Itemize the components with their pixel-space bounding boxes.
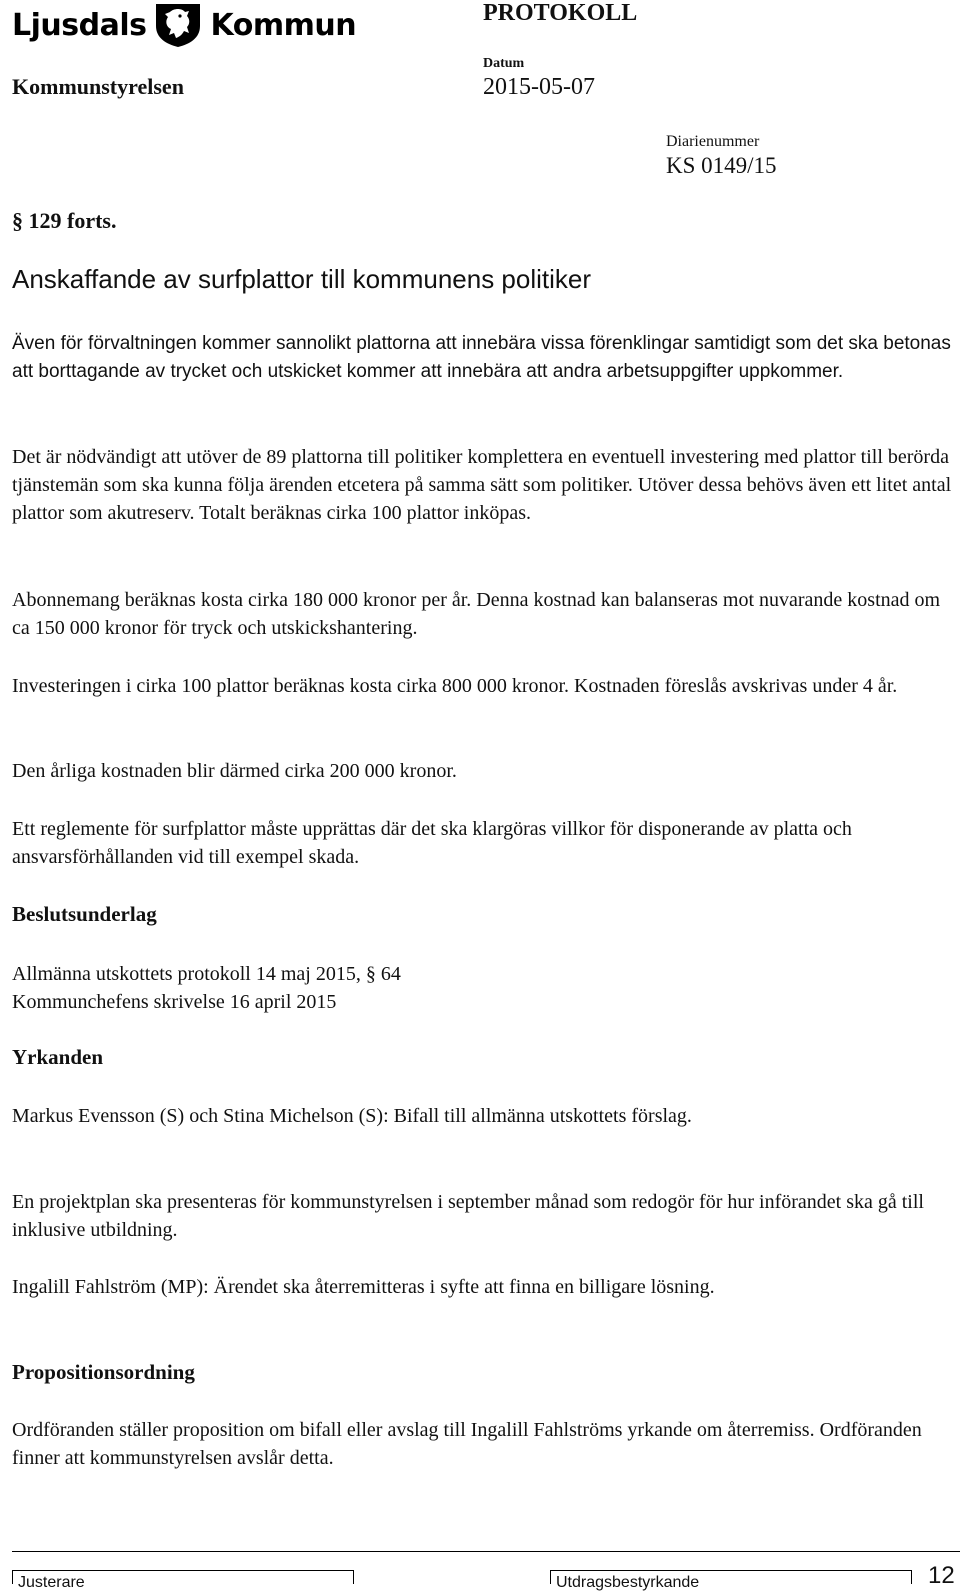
- committee-name: Kommunstyrelsen: [12, 74, 184, 99]
- beslutsunderlag-line-1: Allmänna utskottets protokoll 14 maj 2015, § 64: [12, 963, 401, 985]
- paragraph-number: § 129 forts.: [12, 208, 117, 233]
- utdragsbestyrkande-label: Utdragsbestyrkande: [556, 1574, 700, 1591]
- document-type: PROTOKOLL: [483, 0, 638, 26]
- yrkande-paragraph-1: Markus Evensson (S) och Stina Michelson (S): Bifall till allmänna utskottets förslag.: [12, 1105, 692, 1127]
- body-paragraph-6: Ett reglemente för surfplattor måste upprättas där det ska klargöras villkor för disponerande av platta och ansvarsförhållanden vid till exempel skada.: [12, 818, 852, 868]
- coat-of-arms-icon: [152, 2, 204, 48]
- logo-text-left: Ljusdals: [12, 7, 147, 43]
- body-paragraph-4: Investeringen i cirka 100 plattor beräknas kosta cirka 800 000 kronor. Kostnaden föreslås avskrivas under 4 år.: [12, 675, 898, 697]
- body-paragraph-2: Det är nödvändigt att utöver de 89 plattorna till politiker komplettera en eventuell investering med plattor till berörda tjänstemän som ska kunna följa ärenden etcetera på samma sätt som politiker. Utöver dessa behövs även ett litet antal plattor som akutreserv. Totalt beräknas cirka 100 plattor inköpas.: [12, 446, 952, 524]
- date-value: 2015-05-07: [483, 74, 595, 100]
- body-paragraph-1: Även för förvaltningen kommer sannolikt plattorna att innebära vissa förenklingar samtidigt som det ska betonas att borttagande av trycket och utskicket kommer att innebära att andra arbetsuppgifter uppkommer.: [12, 333, 951, 382]
- yrkande-paragraph-3: Ingalill Fahlström (MP): Ärendet ska återremitteras i syfte att finna en billigare lösning.: [12, 1276, 715, 1298]
- page-title: Anskaffande av surfplattor till kommunens politiker: [12, 264, 592, 294]
- logo-text-right: Kommun: [210, 7, 357, 43]
- propositionsordning-heading: Propositionsordning: [12, 1360, 195, 1384]
- date-label: Datum: [483, 56, 525, 71]
- diarie-label: Diarienummer: [666, 133, 760, 150]
- page-number: 12: [928, 1562, 955, 1589]
- beslutsunderlag-heading: Beslutsunderlag: [12, 902, 157, 926]
- yrkanden-heading: Yrkanden: [12, 1045, 104, 1069]
- diarie-value: KS 0149/15: [666, 153, 777, 178]
- body-paragraph-5: Den årliga kostnaden blir därmed cirka 200 000 kronor.: [12, 760, 457, 782]
- municipality-logo: [12, 2, 356, 48]
- propositionsordning-paragraph: Ordföranden ställer proposition om bifall eller avslag till Ingalill Fahlströms yrkande om återremiss. Ordföranden finner att kommunstyrelsen avslår detta.: [12, 1419, 922, 1469]
- footer-divider: [12, 1551, 960, 1552]
- justerare-label: Justerare: [18, 1574, 85, 1591]
- body-paragraph-3: Abonnemang beräknas kosta cirka 180 000 kronor per år. Denna kostnad kan balanseras mot nuvarande kostnad om ca 150 000 kronor för tryck och utskickshantering.: [12, 589, 941, 639]
- yrkande-paragraph-2: En projektplan ska presenteras för kommunstyrelsen i september månad som redogör för hur införandet ska gå till inklusive utbildning.: [12, 1191, 924, 1241]
- beslutsunderlag-line-2: Kommunchefens skrivelse 16 april 2015: [12, 991, 337, 1013]
